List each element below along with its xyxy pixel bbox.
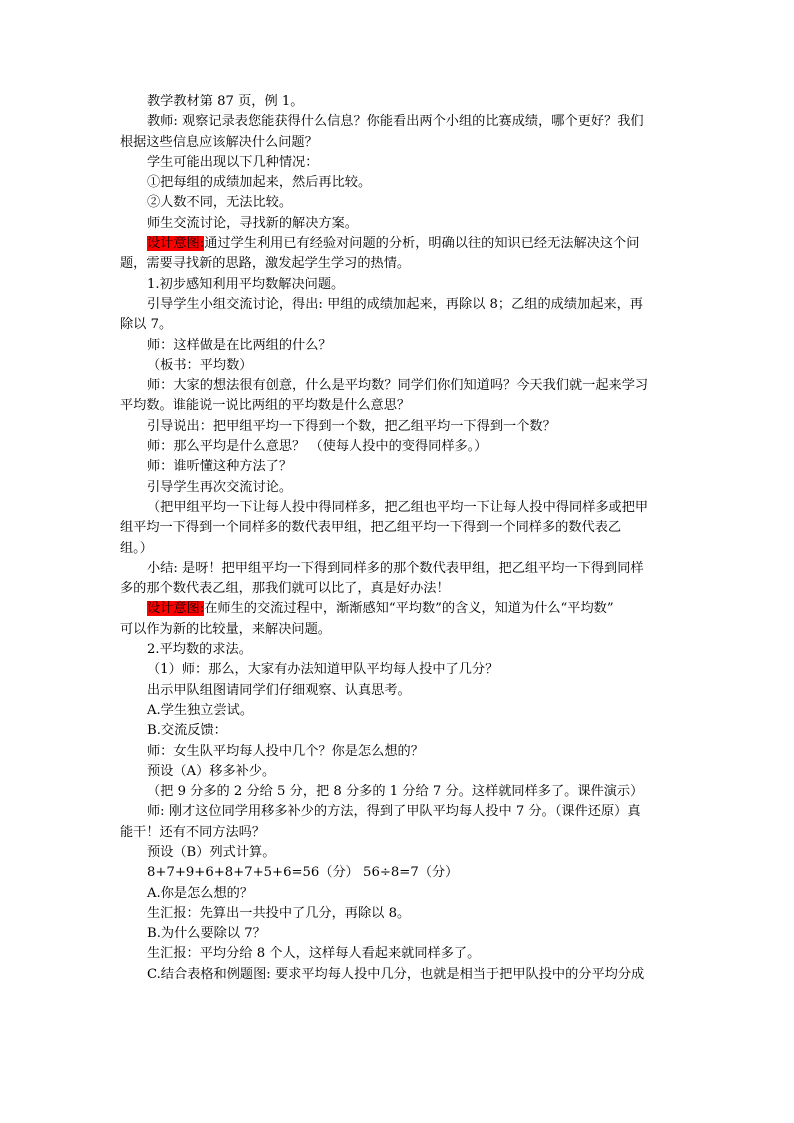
line-text: ①把每组的成绩加起来，然后再比较。 xyxy=(147,175,372,191)
line-text: 小结: 是呀！把甲组平均一下得到同样多的那个数代表甲组，把乙组平均一下得到同样 xyxy=(147,560,644,576)
line-text: 教师: 观察记录表您能获得什么信息？你能看出两个小组的比赛成绩，哪个更好？我们 xyxy=(147,114,644,130)
line-text: 2.平均数的求法。 xyxy=(147,642,252,658)
text-line xyxy=(120,863,676,883)
design-intent-highlight: 设计意图: xyxy=(147,236,205,252)
line-text: 师：那么平均是什么意思？ （使每人投中的变得同样多。） xyxy=(147,439,488,455)
line-text: 引导学生小组交流讨论，得出: 甲组的成绩加起来，再除以 8；乙组的成绩加起来，再 xyxy=(147,296,643,312)
line-text: B.为什么要除以 7？ xyxy=(147,926,266,942)
text-line xyxy=(120,518,676,538)
text-line xyxy=(120,782,676,802)
line-text: 师: 刚才这位同学用移多补少的方法，得到了甲队平均每人投中 7 分。（课件还原）真 xyxy=(147,804,641,820)
line-text: 师生交流讨论，寻找新的解决方案。 xyxy=(147,215,358,231)
text-line xyxy=(120,681,676,701)
text-line xyxy=(120,92,676,112)
line-text: 出示甲队组图请同学们仔细观察、认真思考。 xyxy=(147,682,411,698)
text-line xyxy=(120,843,676,863)
text-line xyxy=(120,133,676,153)
text-line xyxy=(120,193,676,213)
text-line xyxy=(120,295,676,315)
line-text: （板书：平均数） xyxy=(147,357,253,373)
line-text: 组平均一下得到一个同样多的数代表甲组，把乙组平均一下得到一个同样多的数代表乙 xyxy=(120,520,622,536)
text-line xyxy=(120,924,676,944)
line-text: 师：大家的想法很有创意，什么是平均数？同学们你们知道吗？今天我们就一起来学习 xyxy=(147,378,649,394)
text-line xyxy=(120,234,676,254)
line-text: 生汇报：先算出一共投中了几分，再除以 8。 xyxy=(147,905,411,921)
line-text: 师：谁听懂这种方法了？ xyxy=(147,459,293,475)
text-line xyxy=(120,478,676,498)
text-line xyxy=(120,965,676,985)
line-text: 学生可能出现以下几种情况： xyxy=(147,154,319,170)
text-line xyxy=(120,437,676,457)
text-line xyxy=(120,498,676,518)
text-line xyxy=(120,721,676,741)
line-text: 引导说出：把甲组平均一下得到一个数，把乙组平均一下得到一个数？ xyxy=(147,418,556,434)
text-line xyxy=(120,944,676,964)
text-line xyxy=(120,396,676,416)
line-text: 除以 7。 xyxy=(120,317,173,333)
text-line xyxy=(120,112,676,132)
text-line xyxy=(120,559,676,579)
text-line xyxy=(120,762,676,782)
text-line xyxy=(120,336,676,356)
text-line xyxy=(120,823,676,843)
line-text: （把 9 分多的 2 分给 5 分，把 8 分多的 1 分给 7 分。这样就同样多了。课件演示） xyxy=(147,784,644,800)
document-page xyxy=(120,92,676,985)
text-line xyxy=(120,904,676,924)
text-line xyxy=(120,620,676,640)
line-text: 生汇报：平均分给 8 个人，这样每人看起来就同样多了。 xyxy=(147,946,481,962)
line-text: 师：女生队平均每人投中几个？你是怎么想的？ xyxy=(147,743,424,759)
line-text: 题，需要寻找新的思路，激发起学生学习的热情。 xyxy=(120,256,411,272)
line-text: 组。） xyxy=(120,540,153,556)
text-line xyxy=(120,356,676,376)
text-line xyxy=(120,660,676,680)
line-text: 教学教材第 87 页，例 1。 xyxy=(147,94,304,109)
line-text: 多的那个数代表乙组，那我们就可以比了，真是好办法！ xyxy=(120,581,450,597)
line-text: 预设（A）移多补少。 xyxy=(147,763,276,779)
text-line xyxy=(120,640,676,660)
text-line xyxy=(120,254,676,274)
line-text: 平均数。谁能说一说比两组的平均数是什么意思？ xyxy=(120,398,411,414)
design-intent-highlight: 设计意图: xyxy=(147,601,205,617)
text-line xyxy=(120,275,676,295)
text-line xyxy=(120,376,676,396)
text-line xyxy=(120,214,676,234)
text-line xyxy=(120,457,676,477)
line-text: 可以作为新的比较量，来解决问题。 xyxy=(120,621,331,637)
text-line xyxy=(120,173,676,193)
line-text: （把甲组平均一下让每人投中得同样多，把乙组也平均一下让每人投中得同样多或把甲 xyxy=(147,499,649,515)
line-text: 通过学生利用已有经验对问题的分析，明确以往的知识已经无法解决这个问 xyxy=(204,236,640,252)
line-text: C.结合表格和例题图: 要求平均每人投中几分，也就是相当于把甲队投中的分平均分成 xyxy=(147,966,645,982)
text-line xyxy=(120,884,676,904)
line-text: 师：这样做是在比两组的什么？ xyxy=(147,337,332,353)
text-line xyxy=(120,315,676,335)
line-text: 在师生的交流过程中，渐渐感知“平均数”的含义，知道为什么“平均数” xyxy=(204,601,614,617)
text-line xyxy=(120,153,676,173)
text-line xyxy=(120,599,676,619)
line-text: （1）师：那么，大家有办法知道甲队平均每人投中了几分？ xyxy=(147,662,499,678)
text-line xyxy=(120,579,676,599)
line-text: A.学生独立尝试。 xyxy=(147,702,254,718)
line-text: 根据这些信息应该解决什么问题？ xyxy=(120,134,318,150)
text-line xyxy=(120,742,676,762)
line-text: 能干！还有不同方法吗？ xyxy=(120,824,266,840)
line-text: 1.初步感知利用平均数解决问题。 xyxy=(147,276,345,292)
text-line xyxy=(120,802,676,822)
text-line xyxy=(120,539,676,559)
text-line xyxy=(120,417,676,437)
line-text: 引导学生再次交流讨论。 xyxy=(147,479,293,495)
line-text: A.你是怎么想的？ xyxy=(147,885,254,901)
line-text: B.交流反馈： xyxy=(147,723,227,739)
line-text: 预设（B）列式计算。 xyxy=(147,844,276,860)
line-text: 8+7+9+6+8+7+5+6=56（分） 56÷8=7（分） xyxy=(147,865,459,881)
text-line xyxy=(120,701,676,721)
line-text: ②人数不同，无法比较。 xyxy=(147,195,293,211)
